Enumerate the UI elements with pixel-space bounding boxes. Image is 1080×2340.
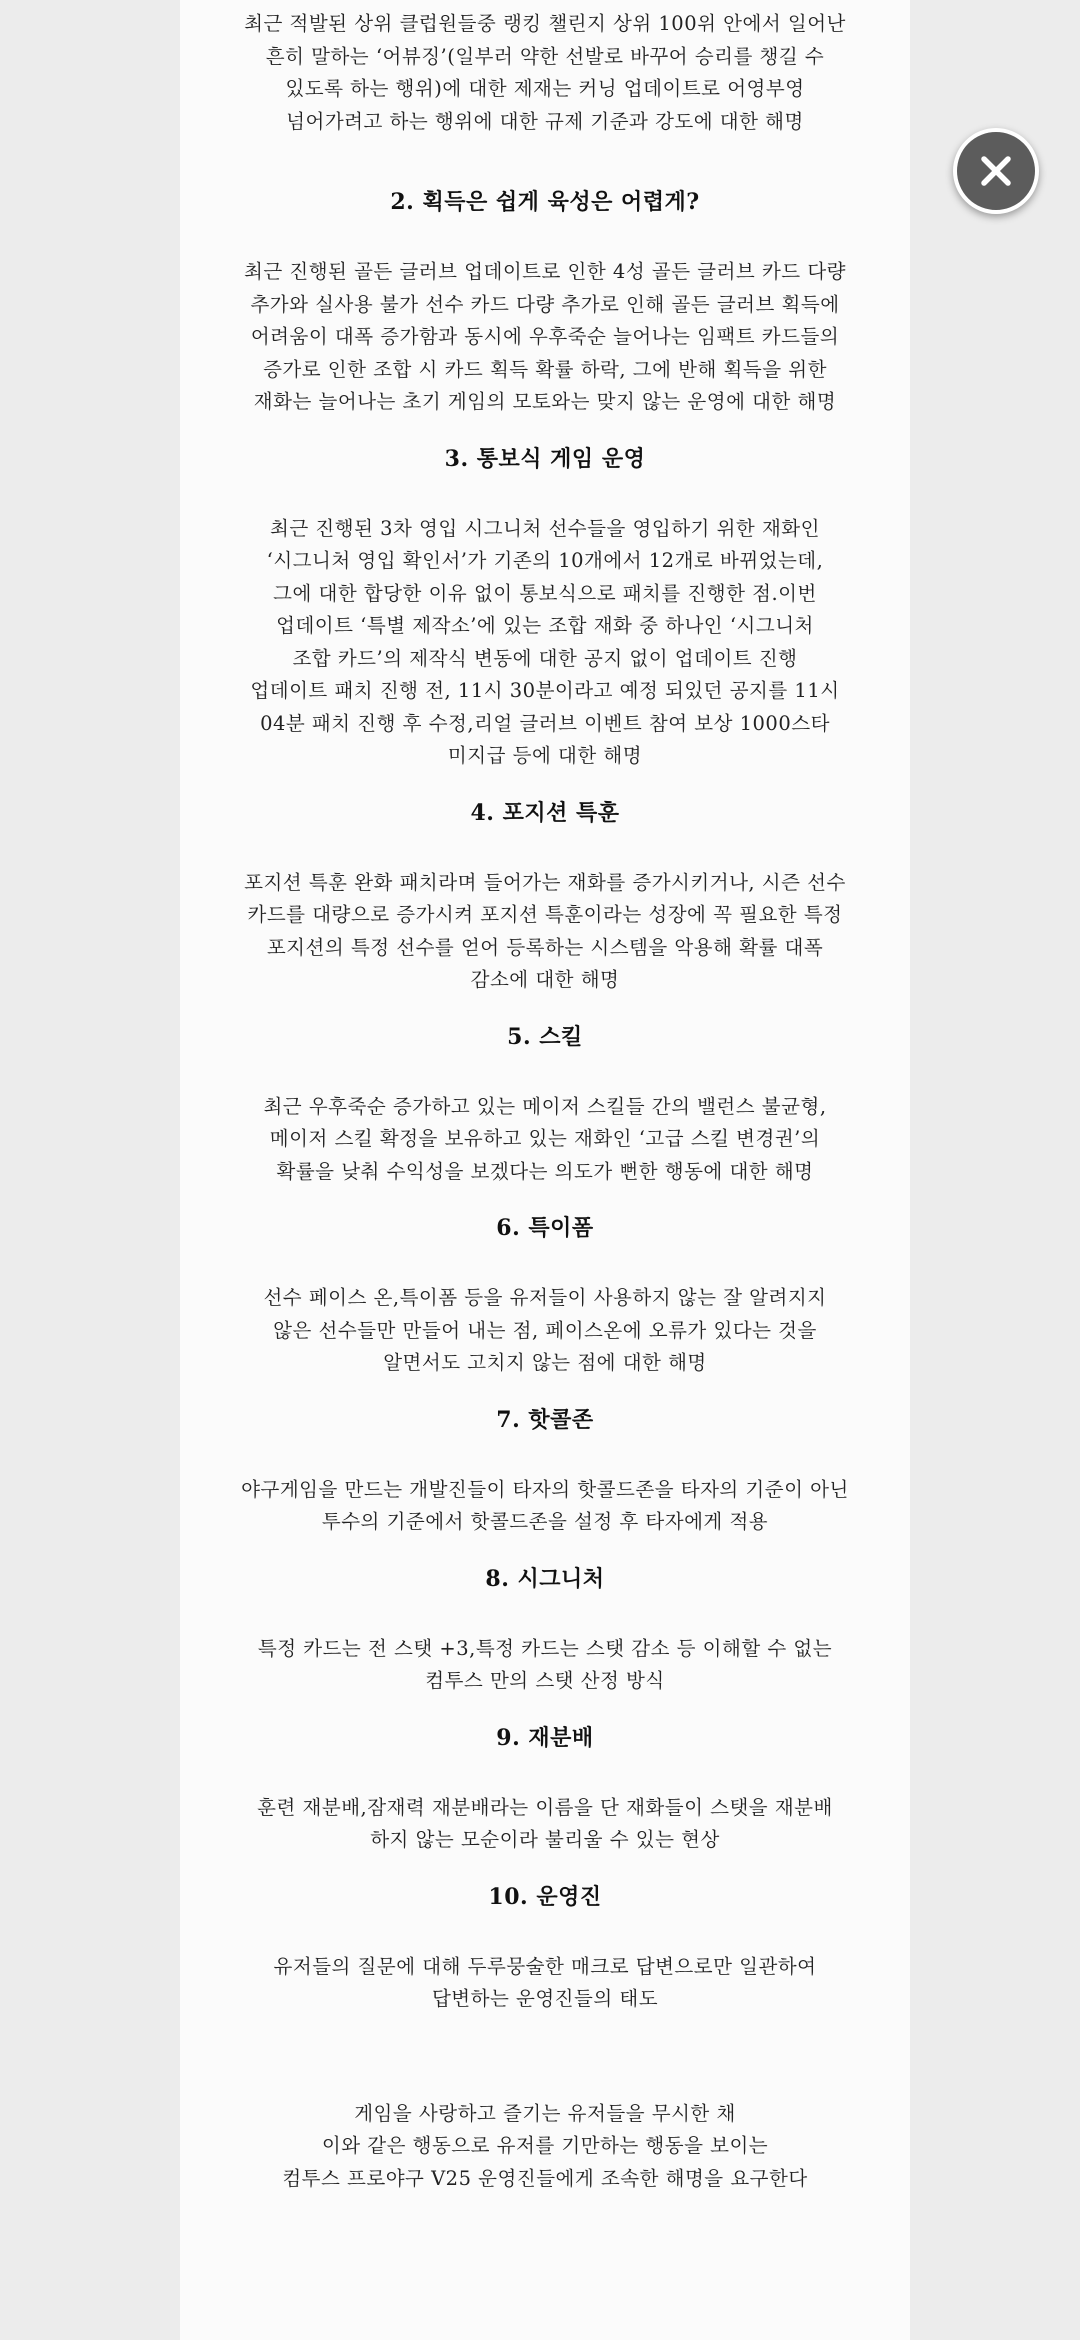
text-line: 게임을 사랑하고 즐기는 유저들을 무시한 채 <box>354 2101 736 2125</box>
text-line: 감소에 대한 해명 <box>470 968 620 991</box>
section-heading: 6. 특이폼 <box>496 1215 594 1241</box>
text-line: 하지 않는 모순이라 불리울 수 있는 현상 <box>370 1828 720 1851</box>
text-line: 메이저 스킬 확정을 보유하고 있는 재화인 ‘고급 스킬 변경권’의 <box>269 1127 821 1150</box>
text-line: 포지션의 특정 선수를 얻어 등록하는 시스템을 악용해 확률 대폭 <box>266 935 824 959</box>
text-line: 컴투스 프로야구 V25 운영진들에게 조속한 해명을 요구한다 <box>282 2166 808 2190</box>
section-heading: 2. 획득은 쉽게 육성은 어렵게? <box>390 189 700 215</box>
text-line: 추가와 실사용 불가 선수 카드 다량 추가로 인해 골든 글러브 획득에 <box>250 292 840 316</box>
section-heading: 9. 재분배 <box>496 1724 594 1751</box>
text-line: 조합 카드’의 제작식 변동에 대한 공지 없이 업데이트 진행 <box>292 646 798 670</box>
text-line: 확률을 낮춰 수익성을 보겠다는 의도가 뻔한 행동에 대한 해명 <box>276 1159 814 1183</box>
text-line: 어려움이 대폭 증가함과 동시에 우후죽순 늘어나는 임팩트 카드들의 <box>250 325 840 348</box>
text-line: 알면서도 고치지 않는 점에 대한 해명 <box>383 1351 707 1374</box>
section-heading: 10. 운영진 <box>488 1883 602 1910</box>
text-line: 선수 페이스 온,특이폼 등을 유저들이 사용하지 않는 잘 알려지지 <box>263 1286 827 1309</box>
document-content <box>190 8 900 2195</box>
text-line: 최근 우후죽순 증가하고 있는 메이저 스킬들 간의 밸런스 불균형, <box>263 1094 827 1118</box>
text-line: 카드를 대량으로 증가시켜 포지션 특훈이라는 성장에 꼭 필요한 특정 <box>247 903 843 926</box>
close-icon <box>979 154 1013 188</box>
section-heading: 5. 스킬 <box>507 1023 583 1050</box>
text-line: 유저들의 질문에 대해 두루뭉술한 매크로 답변으로만 일관하여 <box>273 1954 817 1978</box>
text-line: 않은 선수들만 만들어 내는 점, 페이스온에 오류가 있다는 것을 <box>273 1318 817 1342</box>
section-heading: 4. 포지션 특훈 <box>470 799 620 826</box>
section-heading: 3. 통보식 게임 운영 <box>444 445 646 472</box>
section-paragraph <box>190 1474 900 1539</box>
text-line: 증가로 인한 조합 시 카드 획득 확률 하락, 그에 반해 획득을 위한 <box>263 357 827 381</box>
text-line: 업데이트 패치 진행 전, 11시 30분이라고 예정 되있던 공지를 11시 <box>250 679 840 702</box>
text-line: 야구게임을 만드는 개발진들이 타자의 핫콜드존을 타자의 기준이 아닌 <box>241 1477 849 1501</box>
text-line: 넘어가려고 하는 행위에 대한 규제 기준과 강도에 대한 해명 <box>286 109 804 133</box>
text-line: 그에 대한 합당한 이유 없이 통보식으로 패치를 진행한 점.이번 <box>273 581 817 605</box>
text-line: 투수의 기준에서 핫콜드존을 설정 후 타자에게 적용 <box>321 1510 769 1533</box>
section-paragraph <box>190 867 900 997</box>
intro-paragraph <box>190 8 900 138</box>
text-line: 이와 같은 행동으로 유저를 기만하는 행동을 보이는 <box>321 2134 769 2157</box>
text-line: 최근 진행된 골든 글러브 업데이트로 인한 4성 골든 글러브 카드 다량 <box>244 260 846 283</box>
text-line: 답변하는 운영진들의 태도 <box>431 1987 659 2010</box>
section-paragraph <box>190 1282 900 1380</box>
text-line: 재화는 늘어나는 초기 게임의 모토와는 맞지 않는 운영에 대한 해명 <box>253 390 837 413</box>
closing-paragraph <box>190 2098 900 2196</box>
text-line: 업데이트 ‘특별 제작소’에 있는 조합 재화 중 하나인 ‘시그니처 <box>276 614 814 637</box>
section-paragraph <box>190 256 900 419</box>
text-line: 최근 진행된 3차 영입 시그니처 선수들을 영입하기 위한 재화인 <box>270 516 820 540</box>
text-line: 특정 카드는 전 스탯 +3,특정 카드는 스탯 감소 등 이해할 수 없는 <box>257 1636 833 1660</box>
text-line: ‘시그니처 영입 확인서’가 기존의 10개에서 12개로 바뀌었는데, <box>266 549 824 572</box>
section-paragraph <box>190 1951 900 2016</box>
text-line: 있도록 하는 행위)에 대한 제재는 커닝 업데이트로 어영부영 <box>285 77 805 100</box>
section-paragraph <box>190 1091 900 1189</box>
text-line: 흔히 말하는 ‘어뷰징’(일부러 약한 선발로 바꾸어 승리를 챙길 수 <box>265 44 825 68</box>
text-line: 컴투스 만의 스탯 산정 방식 <box>425 1669 665 1692</box>
text-line: 최근 적발된 상위 클럽원들중 랭킹 챌린지 상위 100위 안에서 일어난 <box>244 12 846 35</box>
text-line: 포지션 특훈 완화 패치라며 들어가는 재화를 증가시키거나, 시즌 선수 <box>244 870 846 894</box>
close-button[interactable] <box>953 128 1039 214</box>
section-paragraph <box>190 513 900 773</box>
text-line: 04분 패치 진행 후 수정,리얼 글러브 이벤트 참여 보상 1000스타 <box>260 711 830 735</box>
section-heading: 7. 핫콜존 <box>496 1406 594 1433</box>
section-heading: 8. 시그니처 <box>485 1565 605 1592</box>
section-paragraph <box>190 1792 900 1857</box>
text-line: 미지급 등에 대한 해명 <box>447 744 643 767</box>
text-line: 훈련 재분배,잠재력 재분배라는 이름을 단 재화들이 스탯을 재분배 <box>257 1795 833 1819</box>
section-paragraph <box>190 1633 900 1698</box>
